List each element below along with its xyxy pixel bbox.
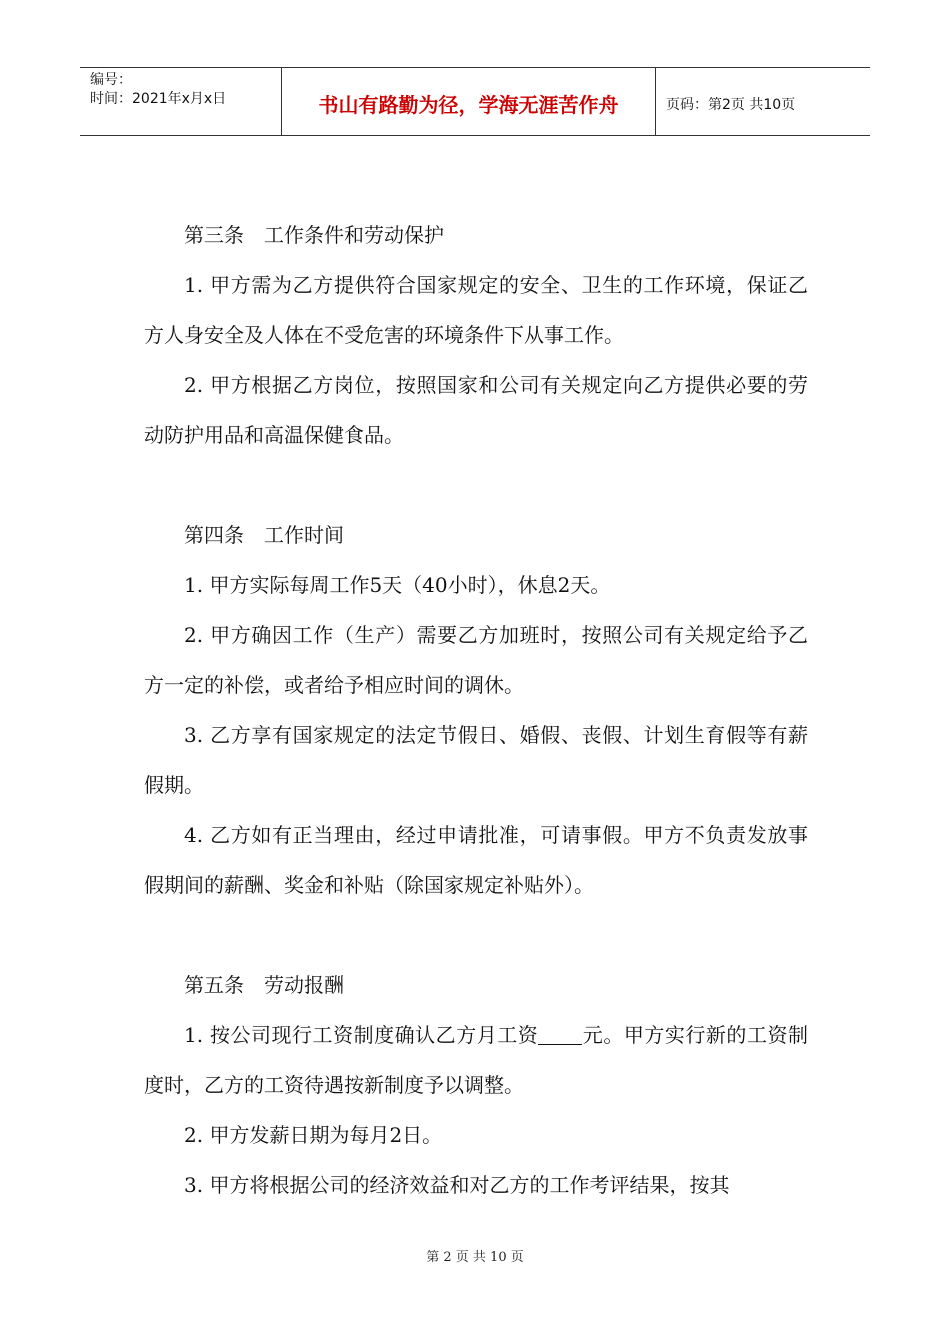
paragraph: 1. 甲方实际每周工作5天（40小时），休息2天。 (184, 573, 611, 597)
section-title: 第四条 工作时间 (184, 523, 344, 547)
header-page-number: 页码：第2页 共10页 (666, 96, 796, 113)
document-date: 时间：2021年x月x日 (90, 91, 227, 107)
paragraph: 3. 乙方享有国家规定的法定节假日、婚假、丧假、计划生育假等有薪假期。 (144, 723, 808, 797)
salary-blank-line (538, 1024, 582, 1045)
section-title: 第五条 劳动报酬 (184, 973, 344, 997)
document-number-label: 编号： (90, 72, 132, 88)
paragraph: 3. 甲方将根据公司的经济效益和对乙方的工作考评结果，按其 (184, 1173, 730, 1197)
paragraph: 2. 甲方确因工作（生产）需要乙方加班时，按照公司有关规定给予乙方一定的补偿，或者给予相应时间的调休。 (144, 623, 808, 697)
page-footer: 第 2 页 共 10 页 (426, 1250, 524, 1265)
section-title: 第三条 工作条件和劳动保护 (184, 223, 444, 247)
header-meta (80, 68, 282, 135)
document-header (80, 67, 870, 136)
paragraph: 4. 乙方如有正当理由，经过申请批准，可请事假。甲方不负责发放事假期间的薪酬、奖金和补贴（除国家规定补贴外）。 (144, 823, 808, 897)
document-body (144, 210, 808, 1210)
paragraph: 2. 甲方发薪日期为每月2日。 (184, 1123, 443, 1147)
paragraph: 2. 甲方根据乙方岗位，按照国家和公司有关规定向乙方提供必要的劳动防护用品和高温保健食品。 (144, 373, 808, 447)
paragraph: 1. 甲方需为乙方提供符合国家规定的安全、卫生的工作环境，保证乙方人身安全及人体在不受危害的环境条件下从事工作。 (144, 273, 808, 347)
header-motto: 书山有路勤为径，学海无涯苦作舟 (282, 68, 656, 135)
section-spacer (144, 460, 808, 510)
salary-paragraph (144, 1010, 808, 1110)
section-spacer (144, 910, 808, 960)
salary-text-before: 1. 按公司现行工资制度确认乙方月工资 (184, 1023, 539, 1047)
salary-text-after: 元。甲方实行新的工资制度时，乙方的工资待遇按新制度予以调整。 (144, 1023, 808, 1097)
